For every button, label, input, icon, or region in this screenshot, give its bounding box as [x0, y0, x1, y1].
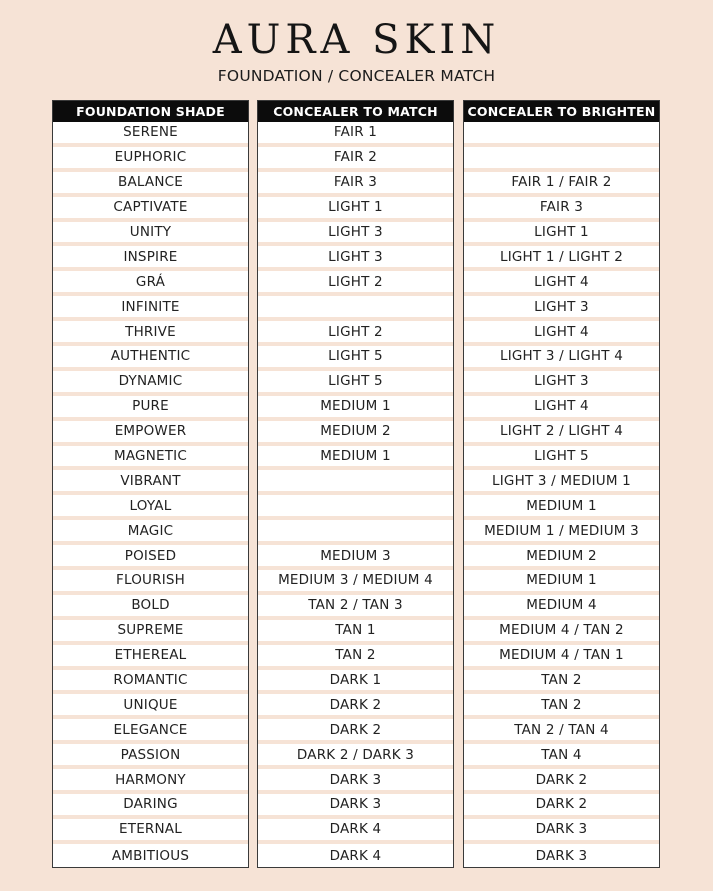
foundation-shade-cell: GRÁ	[53, 271, 248, 296]
concealer-to-match-cell: LIGHT 3	[258, 222, 453, 247]
concealer-to-match-cell: DARK 2 / DARK 3	[258, 744, 453, 769]
foundation-shade-cell: CAPTIVATE	[53, 197, 248, 222]
foundation-shade-cell: MAGIC	[53, 520, 248, 545]
concealer-to-brighten-cell	[464, 147, 659, 172]
concealer-to-match-cell	[258, 470, 453, 495]
concealer-to-match-cell	[258, 296, 453, 321]
foundation-shade-cell: BOLD	[53, 595, 248, 620]
foundation-shade-cell: ETERNAL	[53, 819, 248, 844]
concealer-to-brighten-cell: MEDIUM 4 / TAN 1	[464, 645, 659, 670]
concealer-to-brighten-cell: MEDIUM 1	[464, 495, 659, 520]
concealer-to-match-cell: MEDIUM 1	[258, 396, 453, 421]
foundation-shade-cell: UNITY	[53, 222, 248, 247]
foundation-shade-cell: SERENE	[53, 122, 248, 147]
foundation-shade-cell: FLOURISH	[53, 570, 248, 595]
foundation-shade-cell: INFINITE	[53, 296, 248, 321]
foundation-shade-cell: HARMONY	[53, 769, 248, 794]
concealer-to-match-cell: MEDIUM 3 / MEDIUM 4	[258, 570, 453, 595]
concealer-to-brighten-cell: LIGHT 3 / LIGHT 4	[464, 346, 659, 371]
concealer-to-match-cell: LIGHT 5	[258, 371, 453, 396]
foundation-shade-cell: POISED	[53, 545, 248, 570]
concealer-to-match-cell: TAN 1	[258, 620, 453, 645]
foundation-shade-cell: LOYAL	[53, 495, 248, 520]
concealer-to-brighten-cell: MEDIUM 2	[464, 545, 659, 570]
concealer-to-brighten-cell: LIGHT 1	[464, 222, 659, 247]
concealer-to-brighten-cell: MEDIUM 1	[464, 570, 659, 595]
concealer-to-brighten-cell: DARK 3	[535, 848, 588, 865]
foundation-shade-cell: PASSION	[53, 744, 248, 769]
foundation-shade-cell: SUPREME	[53, 620, 248, 645]
concealer-to-match-cell: MEDIUM 1	[258, 446, 453, 471]
foundation-shade-cell: DYNAMIC	[53, 371, 248, 396]
concealer-to-brighten-cell: TAN 2	[464, 670, 659, 695]
foundation-shade-cell: INSPIRE	[53, 246, 248, 271]
foundation-shade-cell: VIBRANT	[53, 470, 248, 495]
concealer-to-brighten-cell: LIGHT 5	[464, 446, 659, 471]
concealer-to-match-cell: DARK 4	[258, 819, 453, 844]
concealer-to-match-cell: MEDIUM 3	[258, 545, 453, 570]
concealer-to-match-cell: DARK 2	[258, 694, 453, 719]
foundation-shade-cell: THRIVE	[53, 321, 248, 346]
concealer-to-match-column	[257, 100, 454, 868]
foundation-shade-cell: MAGNETIC	[53, 446, 248, 471]
concealer-to-brighten-cell: LIGHT 3 / MEDIUM 1	[464, 470, 659, 495]
concealer-to-match-cells	[258, 122, 453, 869]
concealer-to-match-cell: FAIR 3	[258, 172, 453, 197]
foundation-shade-cell: DARING	[53, 794, 248, 819]
concealer-to-brighten-cell: FAIR 1 / FAIR 2	[464, 172, 659, 197]
foundation-shade-cell: PURE	[53, 396, 248, 421]
foundation-shade-cell: AMBITIOUS	[111, 848, 190, 865]
concealer-to-brighten-cell: LIGHT 3	[464, 296, 659, 321]
page-subtitle: FOUNDATION / CONCEALER MATCH	[217, 67, 496, 85]
foundation-shade-cell: ETHEREAL	[53, 645, 248, 670]
foundation-shade-cell: UNIQUE	[53, 694, 248, 719]
concealer-to-match-cell: DARK 3	[258, 794, 453, 819]
concealer-to-brighten-cell: MEDIUM 1 / MEDIUM 3	[464, 520, 659, 545]
concealer-to-brighten-cell: TAN 2	[464, 694, 659, 719]
column-header-concealer-to-brighten: CONCEALER TO BRIGHTEN	[464, 101, 659, 122]
concealer-to-match-cell: FAIR 1	[258, 122, 453, 147]
concealer-to-match-cell: LIGHT 5	[258, 346, 453, 371]
concealer-to-brighten-cell: DARK 3	[464, 819, 659, 844]
concealer-to-match-cell: DARK 1	[258, 670, 453, 695]
concealer-to-brighten-cell: LIGHT 4	[464, 396, 659, 421]
concealer-to-brighten-cell: LIGHT 1 / LIGHT 2	[464, 246, 659, 271]
concealer-to-match-cell	[258, 495, 453, 520]
concealer-to-match-cell: TAN 2	[258, 645, 453, 670]
foundation-shade-column	[52, 100, 249, 868]
foundation-shade-cell: AUTHENTIC	[53, 346, 248, 371]
concealer-to-brighten-cell: MEDIUM 4 / TAN 2	[464, 620, 659, 645]
concealer-to-match-cell: TAN 2 / TAN 3	[258, 595, 453, 620]
concealer-to-brighten-cell: MEDIUM 4	[464, 595, 659, 620]
foundation-shade-cell: ELEGANCE	[53, 719, 248, 744]
foundation-shade-cell: EMPOWER	[53, 421, 248, 446]
foundation-shade-cell: EUPHORIC	[53, 147, 248, 172]
foundation-shade-cell: BALANCE	[53, 172, 248, 197]
concealer-to-brighten-cell: DARK 2	[464, 769, 659, 794]
foundation-shade-cell: ROMANTIC	[53, 670, 248, 695]
concealer-to-brighten-cell: LIGHT 4	[464, 271, 659, 296]
concealer-to-match-cell: DARK 3	[258, 769, 453, 794]
column-header-foundation-shade: FOUNDATION SHADE	[53, 101, 248, 122]
concealer-to-match-cell: FAIR 2	[258, 147, 453, 172]
concealer-to-brighten-cell: LIGHT 2 / LIGHT 4	[464, 421, 659, 446]
concealer-to-match-cell	[258, 520, 453, 545]
concealer-to-brighten-cell	[464, 122, 659, 147]
concealer-to-match-cell: LIGHT 2	[258, 321, 453, 346]
concealer-to-brighten-cell: DARK 2	[464, 794, 659, 819]
concealer-to-brighten-cell: LIGHT 3	[464, 371, 659, 396]
concealer-to-match-cell: LIGHT 2	[258, 271, 453, 296]
concealer-to-brighten-column	[463, 100, 660, 868]
foundation-shade-cells	[53, 122, 248, 869]
concealer-to-match-cell: LIGHT 3	[258, 246, 453, 271]
brand-title: AURA SKIN	[212, 17, 501, 63]
concealer-to-match-cell: DARK 4	[329, 848, 382, 865]
concealer-to-brighten-cell: LIGHT 4	[464, 321, 659, 346]
column-header-concealer-to-match: CONCEALER TO MATCH	[258, 101, 453, 122]
concealer-to-match-cell: DARK 2	[258, 719, 453, 744]
concealer-to-brighten-cell: TAN 2 / TAN 4	[464, 719, 659, 744]
concealer-to-match-cell: LIGHT 1	[258, 197, 453, 222]
concealer-to-brighten-cell: FAIR 3	[464, 197, 659, 222]
concealer-to-brighten-cell: TAN 4	[464, 744, 659, 769]
concealer-to-match-cell: MEDIUM 2	[258, 421, 453, 446]
concealer-to-brighten-cells	[464, 122, 659, 869]
